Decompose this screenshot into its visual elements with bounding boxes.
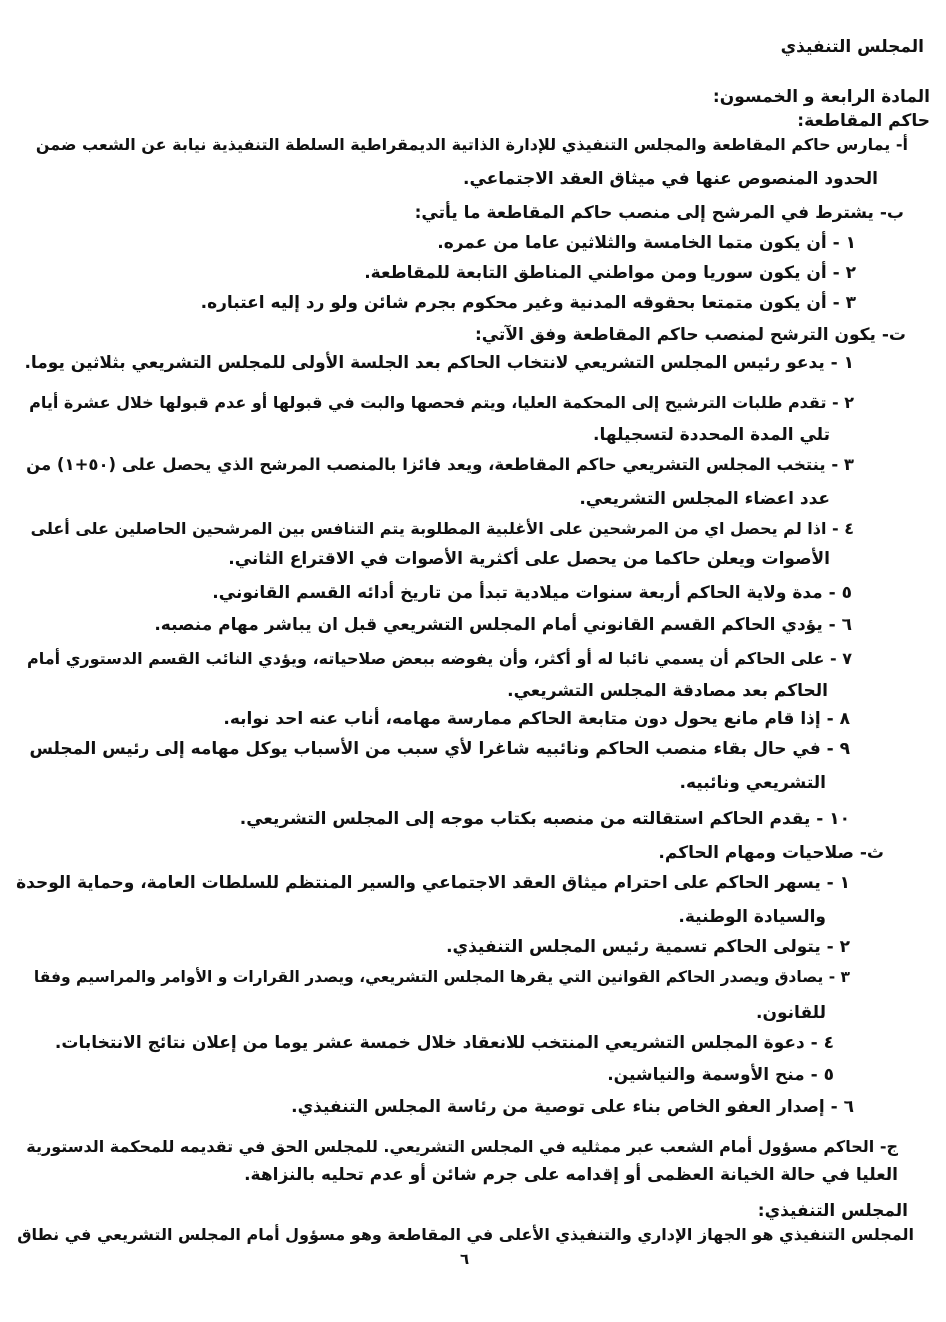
clause-b-item-1: ١ - أن يكون متما الخامسة والثلاثين عاما من عمره. <box>437 233 856 253</box>
executive-council-heading: المجلس التنفيذي: <box>757 1201 908 1221</box>
clause-t-line-7: الأصوات ويعلن حاكما من يحصل على أكثرية الأصوات في الاقتراع الثاني. <box>228 549 830 569</box>
clause-t-line-6: ٤ - اذا لم يحصل اي من المرشحين على الأغلبية المطلوبة يتم التنافس بين المرشحين الحاصلين على أعلى <box>30 519 854 538</box>
clause-th-line-5: للقانون. <box>756 1003 826 1023</box>
clause-t-line-12: ٨ - إذا قام مانع يحول دون متابعة الحاكم ممارسة مهامه، أناب عنه احد نوابه. <box>223 709 850 729</box>
clause-th-line-1: ١ - يسهر الحاكم على احترام ميثاق العقد الاجتماعي والسير المنتظم للسلطات العامة، وحماية الوحدة <box>16 873 850 893</box>
clause-th-line-3: ٢ - يتولى الحاكم تسمية رئيس المجلس التنفيذي. <box>446 937 850 957</box>
page-number: ٦ <box>460 1250 470 1268</box>
clause-t-line-4: ٣ - ينتخب المجلس التشريعي حاكم المقاطعة، ويعد فائزا بالمنصب المرشح الذي يحصل على (٥٠+١) من <box>26 455 854 474</box>
clause-th-line-4: ٣ - يصادق ويصدر الحاكم القوانين التي يقرها المجلس التشريعي، ويصدر القرارات و الأوامر والمراسيم وفقا <box>33 968 850 986</box>
clause-a-line-2: الحدود المنصوص عنها في ميثاق العقد الاجتماعي. <box>463 169 878 189</box>
header-title: المجلس التنفيذي <box>780 37 924 57</box>
clause-t-line-14: التشريعي ونائبيه. <box>679 773 826 793</box>
clause-t-line-11: الحاكم بعد مصادقة المجلس التشريعي. <box>507 681 828 701</box>
clause-t-line-9: ٦ - يؤدي الحاكم القسم القانوني أمام المجلس التشريعي قبل ان يباشر مهام منصبه. <box>154 615 852 635</box>
clause-t-line-15: ١٠ - يقدم الحاكم استقالته من منصبه بكتاب موجه إلى المجلس التشريعي. <box>239 809 850 829</box>
clause-t-intro: ت- يكون الترشح لمنصب حاكم المقاطعة وفق الآتي: <box>474 325 906 345</box>
clause-th-line-7: ٥ - منح الأوسمة والنياشين. <box>607 1065 834 1085</box>
clause-b-item-2: ٢ - أن يكون سوريا ومن مواطني المناطق التابعة للمقاطعة. <box>364 263 856 283</box>
clause-b-intro: ب- يشترط في المرشح إلى منصب حاكم المقاطعة ما يأتي: <box>414 203 904 223</box>
clause-t-line-2: ٢ - تقدم طلبات الترشيح إلى المحكمة العليا، ويتم فحصها والبت في قبولها أو عدم قبولها خلال عشرة أيام <box>29 393 854 412</box>
clause-t-line-13: ٩ - في حال بقاء منصب الحاكم ونائبيه شاغرا لأي سبب من الأسباب يوكل مهامه إلى رئيس المجلس <box>29 739 850 759</box>
clause-th-line-8: ٦ - إصدار العفو الخاص بناء على توصية من رئاسة المجلس التنفيذي. <box>291 1097 854 1117</box>
clause-th-intro: ث- صلاحيات ومهام الحاكم. <box>658 843 884 863</box>
clause-th-line-2: والسيادة الوطنية. <box>678 907 826 927</box>
article-title: المادة الرابعة و الخمسون: <box>712 87 930 107</box>
clause-t-line-10: ٧ - على الحاكم أن يسمي نائبا له أو أكثر، وأن يفوضه ببعض صلاحياته، ويؤدي النائب القسم الدستوري أمام <box>27 649 852 668</box>
clause-a-line-1: أ- يمارس حاكم المقاطعة والمجلس التنفيذي للإدارة الذاتية الديمقراطية السلطة التنفيذية نيابة عن الشعب ضمن <box>35 135 908 154</box>
clause-b-item-3: ٣ - أن يكون متمتعا بحقوقه المدنية وغير محكوم بجرم شائن ولو رد إليه اعتباره. <box>200 293 856 313</box>
clause-th-line-6: ٤ - دعوة المجلس التشريعي المنتخب للانعقاد خلال خمسة عشر يوما من إعلان نتائج الانتخابات. <box>54 1033 834 1053</box>
clause-t-line-8: ٥ - مدة ولاية الحاكم أربعة سنوات ميلادية تبدأ من تاريخ أدائه القسم القانوني. <box>212 583 852 603</box>
clause-j-line-2: العليا في حالة الخيانة العظمى أو إقدامه على جرم شائن أو عدم تحليه بالنزاهة. <box>244 1165 898 1185</box>
clause-t-line-5: عدد اعضاء المجلس التشريعي. <box>579 489 830 509</box>
clause-t-line-3: تلي المدة المحددة لتسجيلها. <box>593 425 830 445</box>
executive-council-line-1: المجلس التنفيذي هو الجهاز الإداري والتنفيذي الأعلى في المقاطعة وهو مسؤول أمام المجلس التشريعي في نطاق <box>17 1225 914 1244</box>
clause-t-line-1: ١ - يدعو رئيس المجلس التشريعي لانتخاب الحاكم بعد الجلسة الأولى للمجلس التشريعي بثلاثين يوما. <box>24 353 854 373</box>
governor-heading: حاكم المقاطعة: <box>797 111 930 131</box>
clause-j-line-1: ج- الحاكم مسؤول أمام الشعب عبر ممثليه في المجلس التشريعي. للمجلس الحق في تقديمه للمحكمة الدستورية <box>26 1137 898 1156</box>
